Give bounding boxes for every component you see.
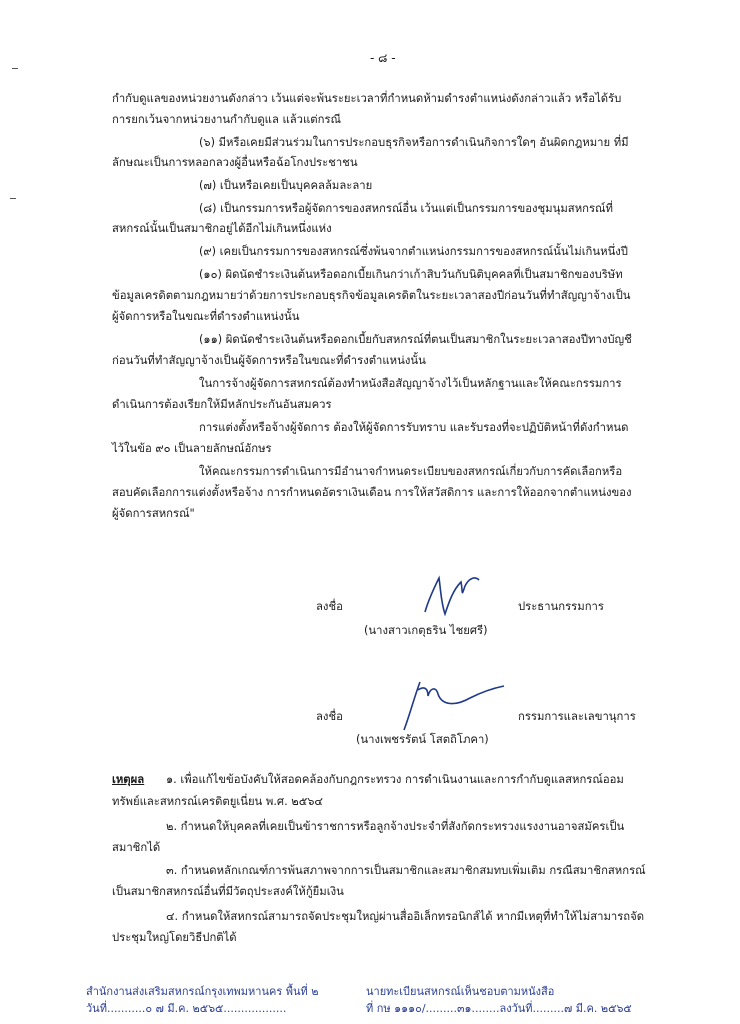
item-11-cont: ก่อนวันที่ทำสัญญาจ้างเป็นผู้จัดการหรือในขณะที่ดำรงตำแหน่งนั้น — [112, 354, 426, 367]
item-7: (๗) เป็นหรือเคยเป็นบุคคลล้มละลาย — [199, 179, 373, 192]
item-8: (๘) เป็นกรรมการหรือผู้จัดการของสหกรณ์อื่น เว้นแต่เป็นกรรมการของชุมนุมสหกรณ์ที่ — [199, 202, 613, 215]
margin-mark — [10, 198, 16, 199]
paragraph-3-cont: สอบคัดเลือกการแต่งตั้งหรือจ้าง การกำหนดอัตราเงินเดือน การให้สวัสดิการ และการให้ออกจากตำแหน่งของ — [112, 486, 632, 499]
item-8-cont: สหกรณ์นั้นเป็นสมาชิกอยู่ได้อีกไม่เกินหนึ่งแห่ง — [112, 222, 332, 235]
reason-3-cont: เป็นสมาชิกสหกรณ์อื่นที่มีวัตถุประสงค์ให้กู้ยืมเงิน — [112, 885, 344, 898]
paragraph-3: ให้คณะกรรมการดำเนินการมีอำนาจกำหนดระเบียบของสหกรณ์เกี่ยวกับการคัดเลือกหรือ — [199, 465, 623, 478]
paragraph-3-cont: ผู้จัดการสหกรณ์" — [112, 507, 195, 520]
reasons-heading: เหตุผล — [112, 773, 145, 786]
sign-label: ลงชื่อ — [316, 710, 343, 723]
registrar-stamp-ref: ที่ กษ ๑๑๑๐/.........๓๑........ลงวันที่.........๗ มี.ค. ๒๕๖๕ — [366, 1002, 632, 1015]
reason-1-cont: ทรัพย์และสหกรณ์เครดิตยูเนี่ยน พ.ศ. ๒๕๖๔ — [112, 795, 323, 808]
sign-2-name: (นางเพชรรัตน์ โสตถิโภคา) — [356, 733, 489, 746]
body-line: กำกับดูแลของหน่วยงานดังกล่าว เว้นแต่จะพ้นระยะเวลาที่กำหนดห้ามดำรงตำแหน่งดังกล่าวแล้ว หรือได้รับ — [112, 92, 622, 105]
reason-3: ๓. กำหนดหลักเกณฑ์การพ้นสภาพจากการเป็นสมาชิกและสมาชิกสมทบเพิ่มเติม กรณีสมาชิกสหกรณ์ — [166, 864, 646, 877]
item-11: (๑๑) ผิดนัดชำระเงินต้นหรือดอกเบี้ยกับสหกรณ์ที่ตนเป็นสมาชิกในระยะเวลาสองปีทางบัญชี — [199, 333, 632, 346]
item-9: (๙) เคยเป็นกรรมการของสหกรณ์ซึ่งพ้นจากตำแหน่งกรรมการของสหกรณ์นั้นไม่เกินหนึ่งปี — [199, 245, 628, 258]
paragraph-1-cont: ดำเนินการต้องเรียกให้มีหลักประกันอันสมควร — [112, 398, 332, 411]
reason-2-cont: สมาชิกได้ — [112, 841, 161, 854]
item-6-cont: ลักษณะเป็นการหลอกลวงผู้อื่นหรือฉ้อโกงประชาชน — [112, 156, 358, 169]
margin-mark — [12, 68, 18, 69]
approval-stamp-left: สำนักงานส่งเสริมสหกรณ์กรุงเทพมหานคร พื้นที่ ๒ — [86, 985, 319, 998]
item-6: (๖) มีหรือเคยมีส่วนร่วมในการประกอบธุรกิจหรือการดำเนินกิจการใดๆ อันผิดกฎหมาย ที่มี — [199, 136, 629, 149]
reason-4: ๔. กำหนดให้สหกรณ์สามารถจัดประชุมใหญ่ผ่านสื่ออิเล็กทรอนิกส์ได้ หากมีเหตุที่ทำให้ไม่สามารถจัด — [166, 910, 645, 923]
signature-2 — [398, 676, 508, 734]
paragraph-2: การแต่งตั้งหรือจ้างผู้จัดการ ต้องให้ผู้จัดการรับทราบ และรับรองที่จะปฏิบัติหน้าที่ดังกำหนด — [199, 421, 629, 434]
approval-stamp-left-date: วันที่...........๐ ๗ มี.ค. ๒๕๖๕.................. — [86, 1002, 287, 1015]
item-10-cont: ข้อมูลเครดิตตามกฎหมายว่าด้วยการประกอบธุรกิจข้อมูลเครดิตในระยะเวลาสองปีก่อนวันที่ทำสัญญาจ้างเป็น — [112, 289, 631, 302]
reason-4-cont: ประชุมใหญ่โดยวิธีปกติได้ — [112, 931, 237, 944]
reason-2: ๒. กำหนดให้บุคคลที่เคยเป็นข้าราชการหรือลูกจ้างประจำที่สังกัดกระทรวงแรงงานอาจสมัครเป็น — [166, 820, 625, 833]
sign-1-name: (นางสาวเกตุธริน ไชยศรี) — [364, 624, 488, 637]
reason-1: ๑. เพื่อแก้ไขข้อบังคับให้สอดคล้องกับกฎกระทรวง การดำเนินงานและการกำกับดูแลสหกรณ์ออม — [166, 773, 624, 786]
sign-2-role: กรรมการและเลขานุการ — [518, 710, 636, 723]
item-10: (๑๐) ผิดนัดชำระเงินต้นหรือดอกเบี้ยเกินกว่าเก้าสิบวันกับนิติบุคคลที่เป็นสมาชิกของบริษัท — [199, 268, 623, 281]
signature-1 — [405, 568, 485, 624]
paragraph-2-cont: ไว้ในข้อ ๙๐ เป็นลายลักษณ์อักษร — [112, 442, 272, 455]
item-10-cont: ผู้จัดการหรือในขณะที่ดำรงตำแหน่งนั้น — [112, 310, 300, 323]
sign-label: ลงชื่อ — [316, 600, 343, 613]
paragraph-1: ในการจ้างผู้จัดการสหกรณ์ต้องทำหนังสือสัญญาจ้างไว้เป็นหลักฐานและให้คณะกรรมการ — [199, 377, 622, 390]
page-number: - ๘ - — [370, 51, 396, 65]
body-line: การยกเว้นจากหน่วยงานกำกับดูแล แล้วแต่กรณี — [112, 113, 342, 126]
sign-1-role: ประธานกรรมการ — [518, 600, 604, 613]
registrar-stamp: นายทะเบียนสหกรณ์เห็นชอบตามหนังสือ — [366, 985, 555, 998]
